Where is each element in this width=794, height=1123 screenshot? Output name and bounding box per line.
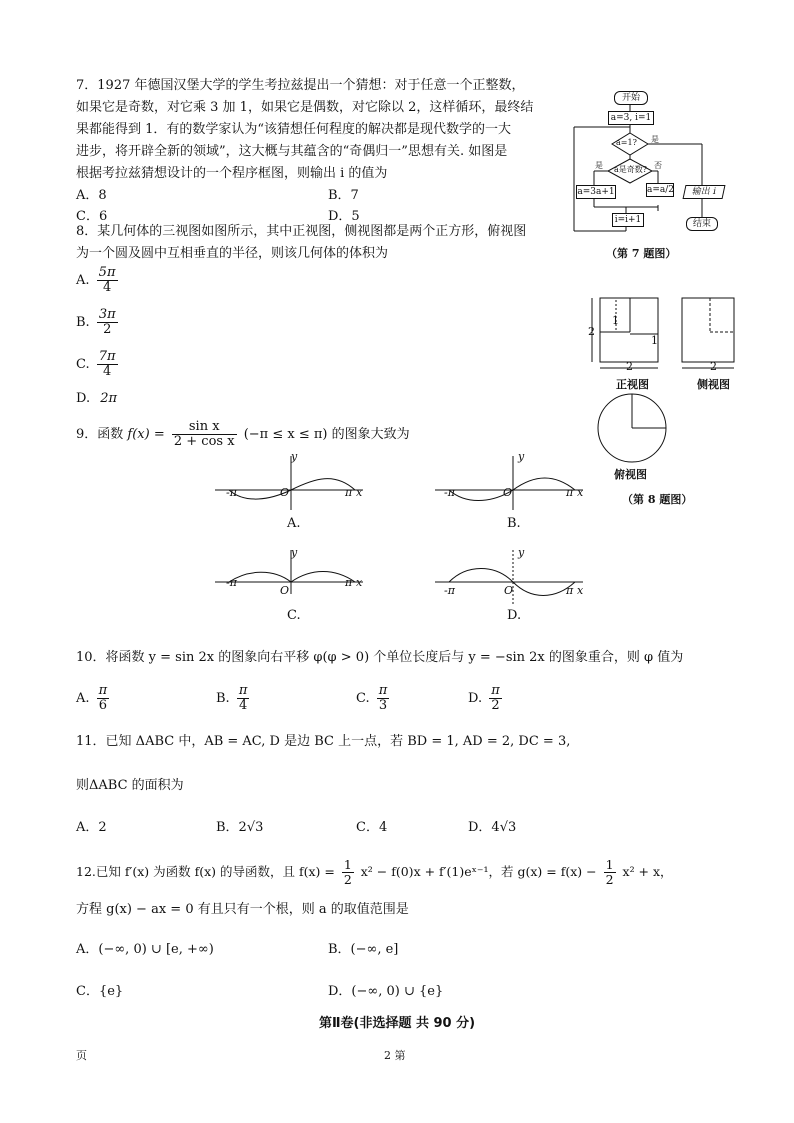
q10-option-a[interactable] <box>76 684 112 713</box>
q12-option-c[interactable]: C．{e} <box>76 984 124 999</box>
graph-b-label: B. <box>507 516 521 531</box>
graph-d-neg-pi: -π <box>444 584 455 597</box>
graph-b-svg <box>435 452 585 512</box>
footer-page-number: 2 第 <box>384 1049 406 1062</box>
flow-no-2: 否 <box>654 161 662 170</box>
question-9-stem <box>76 420 410 449</box>
q8-option-b-den: 2 <box>103 322 112 337</box>
q10-option-b[interactable] <box>216 684 252 713</box>
flow-cond-2: a是奇数? <box>614 165 648 174</box>
q8-option-d[interactable] <box>76 391 117 406</box>
q10-option-d-den: 2 <box>491 698 500 713</box>
q12-option-a[interactable]: A．(−∞, 0) ∪ [e, +∞) <box>76 942 214 957</box>
graph-d-label: D. <box>507 608 522 623</box>
flow-even: a=a/2 <box>647 185 675 195</box>
q8-option-c-num: 7π <box>98 349 116 364</box>
graph-c-y: y <box>291 546 298 559</box>
graph-b-y: y <box>518 450 525 463</box>
q12-pre: 12.已知 f′(x) 为函数 f(x) 的导函数，且 f(x) = <box>76 864 335 879</box>
q11-option-d[interactable]: D．4√3 <box>468 820 517 835</box>
side-view-label: 侧视图 <box>697 378 730 391</box>
q8-option-c[interactable] <box>76 350 121 379</box>
q10-option-a-num: π <box>98 683 108 698</box>
q8-option-c-prefix: C. <box>76 357 90 372</box>
q8-option-a-prefix: A. <box>76 273 90 288</box>
q11-line-2: 则ΔABC 的面积为 <box>76 778 184 793</box>
q8-option-a-num: 5π <box>98 265 116 280</box>
q11-option-b[interactable]: B．2√3 <box>216 820 264 835</box>
question-10-stem: 10．将函数 y = sin 2x 的图象向右平移 φ(φ > 0) 个单位长度后与 y = −sin 2x 的图象重合，则 φ 值为 <box>76 650 684 665</box>
q10-option-b-den: 4 <box>238 698 248 713</box>
q8-option-a-den: 4 <box>102 280 112 295</box>
graph-a-neg-pi: -π <box>226 486 237 499</box>
front-dim-1: 1 <box>612 314 619 327</box>
graph-d-x: x <box>577 584 584 597</box>
side-dim-2: 2 <box>710 360 717 373</box>
q12-option-b[interactable]: B．(−∞, e] <box>328 942 399 957</box>
q9-suffix: 的图象大致为 <box>331 427 410 442</box>
q11-line-1: 11．已知 ΔABC 中，AB = AC, D 是边 BC 上一点，若 BD = 1, AD = 2, DC = 3, <box>76 734 571 749</box>
graph-d-svg <box>435 548 585 608</box>
graph-c-svg <box>215 548 365 598</box>
graph-b-pi: π <box>566 486 574 499</box>
flow-start: 开始 <box>614 91 648 105</box>
q9-prefix: 9．函数 <box>76 427 124 442</box>
q12-frac2-num: 1 <box>605 857 614 872</box>
graph-d-origin: O <box>504 584 514 597</box>
q8-line-2: 为一个圆及圆中互相垂直的半径，则该几何体的体积为 <box>76 246 389 261</box>
q9-den: 2 + cos x <box>173 434 235 449</box>
section-title: 第Ⅱ卷(非选择题 共 90 分) <box>318 1016 476 1031</box>
q8-option-d-prefix: D. <box>76 391 91 406</box>
q10-option-c-den: 3 <box>378 698 388 713</box>
q10-option-c[interactable] <box>356 684 392 713</box>
q8-option-b[interactable] <box>76 308 121 337</box>
graph-b-origin: O <box>503 486 513 499</box>
front-dim-2b: 2 <box>626 360 633 373</box>
q10-option-a-den: 6 <box>98 698 108 713</box>
flow-odd: a=3a+1 <box>577 187 615 197</box>
q8-line-1: 8．某几何体的三视图如图所示，其中正视图，侧视图都是两个正方形，俯视图 <box>76 224 527 239</box>
q7-figure-caption: （第 7 题图） <box>606 247 677 260</box>
flow-yes-1: 是 <box>651 135 659 144</box>
q12-frac-den: 2 <box>343 872 352 887</box>
q8-option-b-prefix: B. <box>76 315 90 330</box>
footer-left: 页 <box>76 1049 87 1062</box>
graph-a-svg <box>215 452 365 512</box>
q12-option-d[interactable]: D．(−∞, 0) ∪ {e} <box>328 984 444 999</box>
q7-option-a[interactable]: A．8 <box>76 188 107 203</box>
q12-post: x² + x， <box>622 864 673 879</box>
graph-a-x: x <box>356 486 363 499</box>
front-view-label: 正视图 <box>616 378 649 391</box>
q8-option-a[interactable] <box>76 266 121 295</box>
q7-line-4: 进步，将开辟全新的领域”，这大概与其蕴含的“奇偶归一”思想有关. 如图是 <box>76 144 508 159</box>
q9-num: sin x <box>172 420 237 435</box>
flow-init: a=3, i=1 <box>608 111 654 125</box>
front-dim-1b: 1 <box>651 334 658 347</box>
q8-option-b-num: 3π <box>98 307 116 322</box>
q8-option-c-den: 4 <box>103 364 112 379</box>
q9-domain: (−π ≤ x ≤ π) <box>243 427 328 442</box>
q7-option-d[interactable]: D．5 <box>328 209 360 224</box>
graph-b-x: x <box>577 486 584 499</box>
q10-option-b-prefix: B. <box>216 691 230 706</box>
q12-frac2-den: 2 <box>605 872 614 887</box>
q9-func: f(x) = <box>127 427 165 442</box>
flow-output: 输出 i <box>683 185 726 199</box>
q12-line-2: 方程 g(x) − ax = 0 有且只有一个根，则 a 的取值范围是 <box>76 902 409 917</box>
graph-b-neg-pi: -π <box>444 486 455 499</box>
q8-option-d-value: 2π <box>100 391 118 406</box>
question-12-stem <box>76 858 673 887</box>
q12-mid: x² − f(0)x + f′(1)eˣ⁻¹，若 g(x) = f(x) − <box>360 864 597 879</box>
q10-option-a-prefix: A. <box>76 691 90 706</box>
q7-line-5: 根据考拉兹猜想设计的一个程序框图，则输出 i 的值为 <box>76 166 388 181</box>
graph-c-x: x <box>356 576 363 589</box>
flow-inc: i=i+1 <box>612 213 644 227</box>
graph-a-y: y <box>291 450 298 463</box>
front-dim-2: 2 <box>588 325 595 338</box>
q7-line-2: 如果它是奇数，对它乘 3 加 1，如果它是偶数，对它除以 2，这样循环，最终结 <box>76 100 534 115</box>
graph-a-label: A. <box>287 516 301 531</box>
q7-option-c[interactable]: C．6 <box>76 209 108 224</box>
flow-cond-1: a=1? <box>616 138 637 147</box>
q11-option-a[interactable]: A．2 <box>76 820 107 835</box>
graph-a-pi: π <box>345 486 353 499</box>
graph-c-neg-pi: -π <box>226 576 237 589</box>
graph-c-label: C. <box>287 608 301 623</box>
q7-option-b[interactable]: B．7 <box>328 188 359 203</box>
q12-frac-num: 1 <box>343 857 352 872</box>
graph-a-origin: O <box>280 486 290 499</box>
graph-d-pi: π <box>566 584 574 597</box>
q11-option-c[interactable]: C．4 <box>356 820 388 835</box>
q10-option-d-num: π <box>491 683 500 698</box>
q10-option-d-prefix: D. <box>468 691 483 706</box>
graph-c-pi: π <box>345 576 353 589</box>
graph-d-y: y <box>518 546 525 559</box>
top-view-label: 俯视图 <box>614 468 647 481</box>
q10-option-b-num: π <box>238 683 248 698</box>
q10-option-d[interactable] <box>468 684 505 713</box>
q7-line-3: 果都能得到 1．有的数学家认为“该猜想任何程度的解决都是现代数学的一大 <box>76 122 512 137</box>
q10-option-c-prefix: C. <box>356 691 370 706</box>
q10-option-c-num: π <box>378 683 388 698</box>
q8-figure-caption: （第 8 题图） <box>622 493 693 506</box>
flow-end: 结束 <box>686 217 718 231</box>
q7-line-1: 7．1927 年德国汉堡大学的学生考拉兹提出一个猜想：对于任意一个正整数， <box>76 78 525 93</box>
graph-c-origin: O <box>280 584 290 597</box>
flow-yes-2: 是 <box>595 161 603 170</box>
